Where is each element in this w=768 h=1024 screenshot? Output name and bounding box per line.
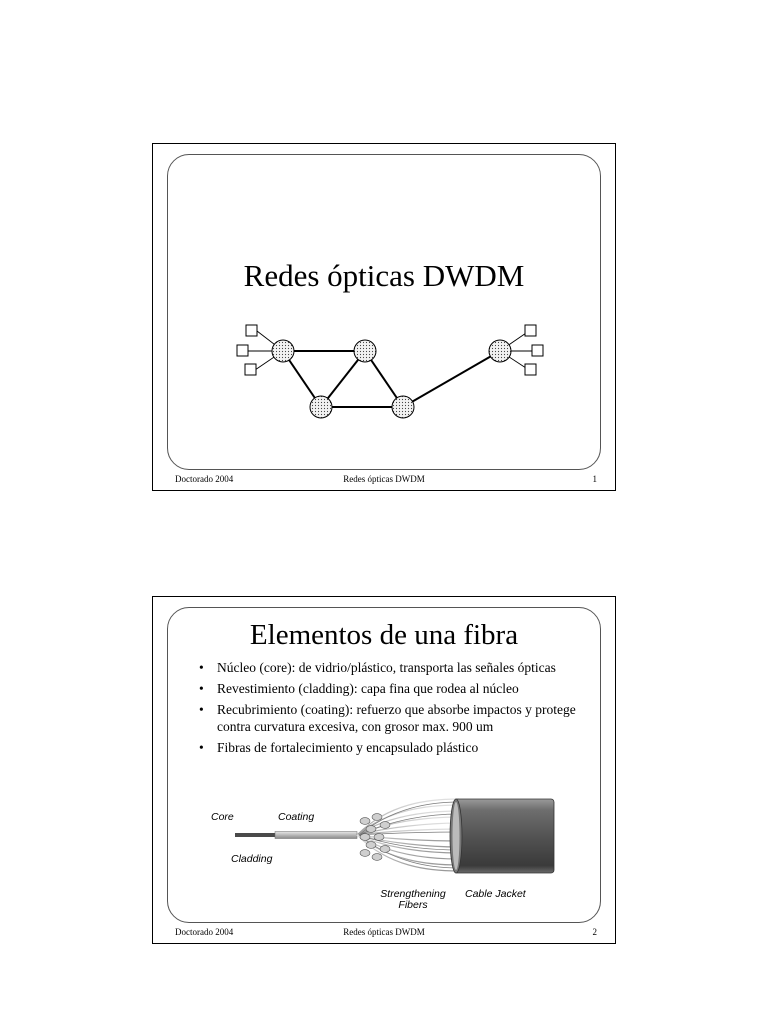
node-circle — [272, 340, 294, 362]
terminal-square — [245, 364, 256, 375]
cable-jacket — [454, 799, 554, 873]
label-cable-jacket: Cable Jacket — [465, 888, 526, 900]
bullet-item: • Revestimiento (cladding): capa fina que rodea al núcleo — [199, 680, 595, 697]
slide-2 — [152, 596, 616, 944]
label-strengthening-fibers: Strengthening Fibers — [380, 888, 446, 911]
bullet-list — [199, 659, 595, 760]
bullet-item: • Núcleo (core): de vidrio/plástico, transporta las señales ópticas — [199, 659, 595, 676]
link-d-e — [403, 351, 500, 407]
slide-2-footer — [153, 927, 615, 939]
footer-left: Doctorado 2004 — [175, 927, 234, 937]
slide-1 — [152, 143, 616, 491]
terminal-square — [532, 345, 543, 356]
node-circle — [310, 396, 332, 418]
label-cladding: Cladding — [231, 853, 273, 865]
bullet-item: • Recubrimiento (coating): refuerzo que absorbe impactos y protege contra curvatura excesiva, con grosor max. 900 um — [199, 701, 595, 735]
footer-center: Redes ópticas DWDM — [343, 927, 425, 937]
slide-1-frame — [167, 154, 601, 470]
core-strand — [235, 833, 277, 837]
node-circle — [354, 340, 376, 362]
label-coating: Coating — [278, 811, 315, 823]
strengthening-fibers — [357, 799, 459, 871]
label-core: Core — [211, 811, 234, 823]
coating-strand — [275, 832, 357, 839]
slide-1-title: Redes ópticas DWDM — [243, 258, 525, 293]
bullet-item: • Fibras de fortalecimiento y encapsulado plástico — [199, 739, 595, 756]
slide-1-footer — [153, 474, 615, 486]
terminal-square — [525, 325, 536, 336]
slide-2-title: Elementos de una fibra — [249, 619, 519, 651]
footer-page-number: 1 — [592, 474, 597, 484]
node-circle — [392, 396, 414, 418]
network-diagram — [227, 320, 547, 420]
node-circle — [489, 340, 511, 362]
footer-center: Redes ópticas DWDM — [343, 474, 425, 484]
footer-left: Doctorado 2004 — [175, 474, 234, 484]
terminal-square — [246, 325, 257, 336]
footer-page-number: 2 — [592, 927, 597, 937]
terminal-square — [525, 364, 536, 375]
terminal-square — [237, 345, 248, 356]
